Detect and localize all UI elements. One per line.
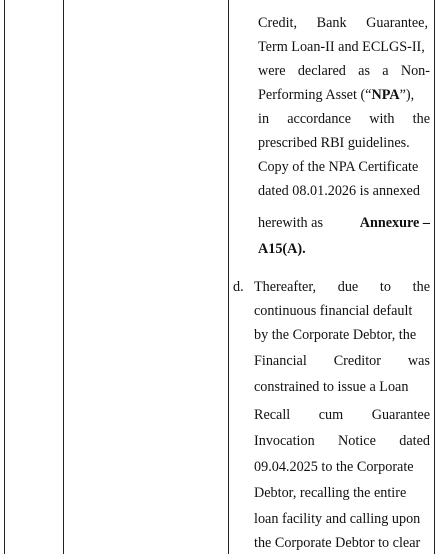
- npa-bold: NPA: [371, 87, 400, 103]
- paragraph-line: Performing Asset (“NPA”),: [258, 87, 415, 103]
- paragraph-line: Financial Creditor was: [254, 353, 430, 369]
- table-border-right: [434, 0, 435, 554]
- paragraph-line: herewith as Annexure –: [258, 215, 430, 231]
- paragraph-line: Recall cum Guarantee: [254, 407, 430, 423]
- paragraph-line: Invocation Notice dated: [254, 433, 430, 449]
- annexure-label: Annexure –: [359, 215, 430, 231]
- table-border-col-2: [228, 0, 229, 554]
- paragraph-line: Debtor, recalling the entire: [254, 485, 407, 501]
- paragraph-line: in accordance with the: [258, 111, 430, 127]
- annexure-id: A15(A).: [258, 241, 306, 257]
- paragraph-line: Credit, Bank Guarantee,: [258, 15, 428, 31]
- paragraph-line: constrained to issue a Loan: [254, 379, 409, 395]
- paragraph-line: dated 08.01.2026 is annexed: [258, 183, 420, 199]
- paragraph-line: Term Loan-II and ECLGS-II,: [258, 39, 425, 55]
- paragraph-line: Copy of the NPA Certificate: [258, 159, 419, 175]
- table-border-col-1: [63, 0, 64, 554]
- paragraph-line: continuous financial default: [254, 303, 413, 319]
- table-border-left: [4, 0, 5, 554]
- paragraph-line: by the Corporate Debtor, the: [254, 327, 417, 343]
- paragraph-line: loan facility and calling upon: [254, 511, 421, 527]
- paragraph-line: 09.04.2025 to the Corporate: [254, 459, 414, 475]
- paragraph-line: prescribed RBI guidelines.: [258, 135, 410, 151]
- list-marker: d.: [233, 279, 244, 295]
- paragraph-line: were declared as a Non-: [258, 63, 430, 79]
- paragraph-line: the Corporate Debtor to clear: [254, 535, 421, 551]
- paragraph-line: Thereafter, due to the: [254, 279, 430, 295]
